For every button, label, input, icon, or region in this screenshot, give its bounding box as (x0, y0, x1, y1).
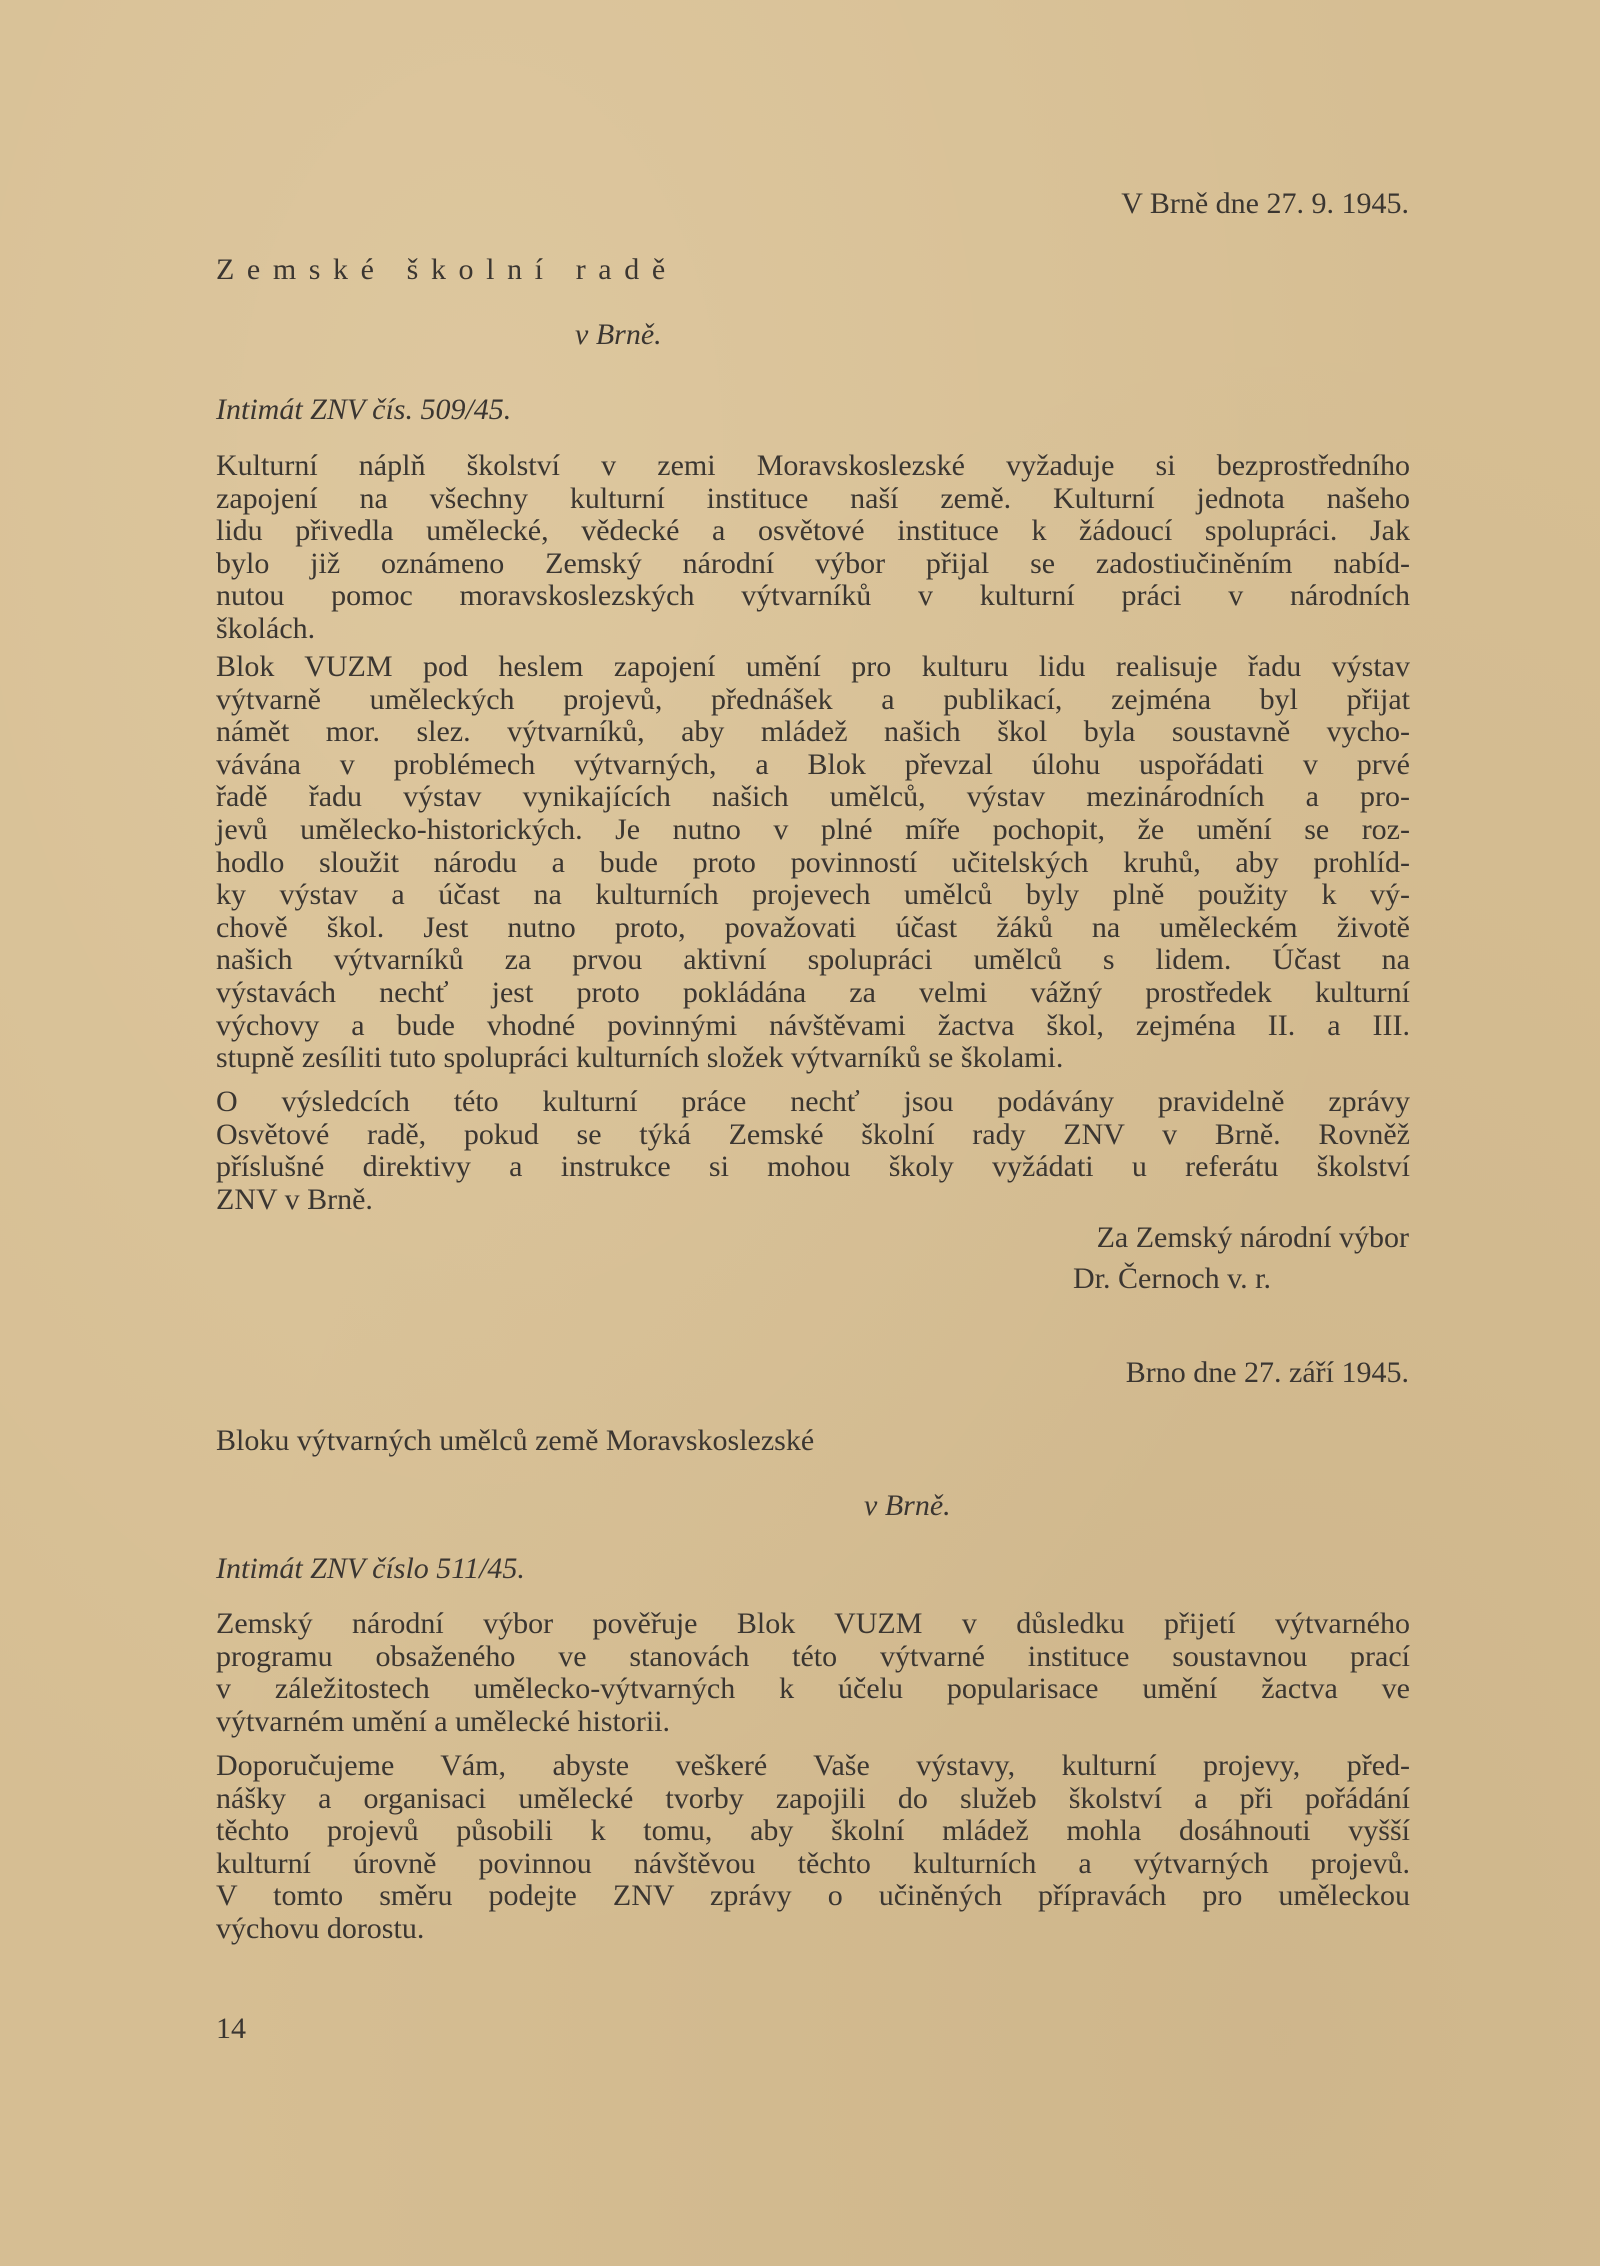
letter1-paragraph-3 (216, 1086, 1410, 1216)
letter1-reference: Intimát ZNV čís. 509/45. (216, 393, 512, 426)
text-line: těchto projevů působili k tomu, aby školní mládež mohla dosáhnouti vyšší (216, 1814, 1410, 1848)
letter1-recipient: Zemské školní radě (216, 253, 678, 286)
letter1-paragraph-1 (216, 450, 1410, 646)
text-line: nutou pomoc moravskoslezských výtvarníků v kulturní práci v národních (216, 579, 1410, 613)
letter2-recipient-place: v Brně. (864, 1489, 951, 1522)
text-line: příslušné direktivy a instrukce si mohou školy vyžádati u referátu školství (216, 1150, 1410, 1184)
text-line: jevů umělecko-historických. Je nutno v plné míře pochopit, že umění se roz- (216, 812, 1410, 846)
text-line: výtvarně uměleckých projevů, přednášek a publikací, zejména byl přijat (216, 682, 1410, 716)
text-line: lidu přivedla umělecké, vědecké a osvětové instituce k žádoucí spolupráci. Jak (216, 514, 1410, 548)
letter1-signature-office: Za Zemský národní výbor (1096, 1221, 1409, 1254)
text-line: kulturní úrovně povinnou návštěvou těchto kulturních a výtvarných projevů. (216, 1846, 1410, 1880)
text-line: Zemský národní výbor pověřuje Blok VUZM v důsledku přijetí výtvarného (216, 1607, 1410, 1640)
letter1-date: V Brně dne 27. 9. 1945. (1121, 187, 1409, 220)
letter2-paragraph-1 (216, 1608, 1410, 1738)
text-line: nášky a organisaci umělecké tvorby zapojili do služeb školství a při pořádání (216, 1781, 1410, 1815)
text-line: Blok VUZM pod heslem zapojení umění pro kulturu lidu realisuje řadu výstav (216, 650, 1410, 683)
text-line: výchovy a bude vhodné povinnými návštěvami žactva škol, zejména II. a III. (216, 1008, 1410, 1042)
text-line: O výsledcích této kulturní práce nechť jsou podávány pravidelně zprávy (216, 1085, 1410, 1118)
text-line: V tomto směru podejte ZNV zprávy o učiněných přípravách pro uměleckou (216, 1879, 1410, 1913)
letter2-date: Brno dne 27. září 1945. (1125, 1356, 1409, 1389)
text-line: námět mor. slez. výtvarníků, aby mládež našich škol byla soustavně vycho- (216, 715, 1410, 749)
text-line: výchovu dorostu. (216, 1911, 425, 1945)
text-line: hodlo sloužit národu a bude proto povinností učitelských kruhů, aby prohlíd- (216, 845, 1410, 879)
text-line: chově škol. Jest nutno proto, považovati účast žáků na uměleckém životě (216, 910, 1410, 944)
text-line: výtvarném umění a umělecké historii. (216, 1704, 671, 1738)
text-line: zapojení na všechny kulturní instituce naší země. Kulturní jednota našeho (216, 481, 1410, 515)
letter2-recipient: Bloku výtvarných umělců země Moravskoslezské (216, 1424, 815, 1457)
text-line: bylo již oznámeno Zemský národní výbor přijal se zadostiučiněním nabíd- (216, 546, 1410, 580)
page-number: 14 (216, 2012, 246, 2045)
text-line: ky výstav a účast na kulturních projevech umělců byly plně použity k vý- (216, 878, 1410, 912)
letter1-recipient-place: v Brně. (575, 318, 662, 351)
text-line: Kulturní náplň školství v zemi Moravskoslezské vyžaduje si bezprostředního (216, 449, 1410, 482)
text-line: Doporučujeme Vám, abyste veškeré Vaše výstavy, kulturní projevy, před- (216, 1749, 1410, 1782)
letter1-signature-name: Dr. Černoch v. r. (1073, 1262, 1272, 1295)
text-line: našich výtvarníků za prvou aktivní spolupráci umělců s lidem. Účast na (216, 943, 1410, 977)
text-line: v záležitostech umělecko-výtvarných k účelu popularisace umění žactva ve (216, 1672, 1410, 1706)
text-line: Osvětové radě, pokud se týká Zemské školní rady ZNV v Brně. Rovněž (216, 1117, 1410, 1151)
letter1-paragraph-2 (216, 651, 1410, 1075)
text-line: řadě řadu výstav vynikajících našich umělců, výstav mezinárodních a pro- (216, 780, 1410, 814)
text-line: výstavách nechť jest proto pokládána za velmi vážný prostředek kulturní (216, 975, 1410, 1009)
text-line: stupně zesíliti tuto spolupráci kulturních složek výtvarníků se školami. (216, 1041, 1064, 1075)
letter2-reference: Intimát ZNV číslo 511/45. (216, 1552, 525, 1585)
text-line: programu obsaženého ve stanovách této výtvarné instituce soustavnou prací (216, 1639, 1410, 1673)
text-line: ZNV v Brně. (216, 1182, 373, 1216)
letter2-paragraph-2 (216, 1750, 1410, 1946)
text-line: školách. (216, 611, 316, 645)
text-line: vávána v problémech výtvarných, a Blok převzal úlohu uspořádati v prvé (216, 747, 1410, 781)
